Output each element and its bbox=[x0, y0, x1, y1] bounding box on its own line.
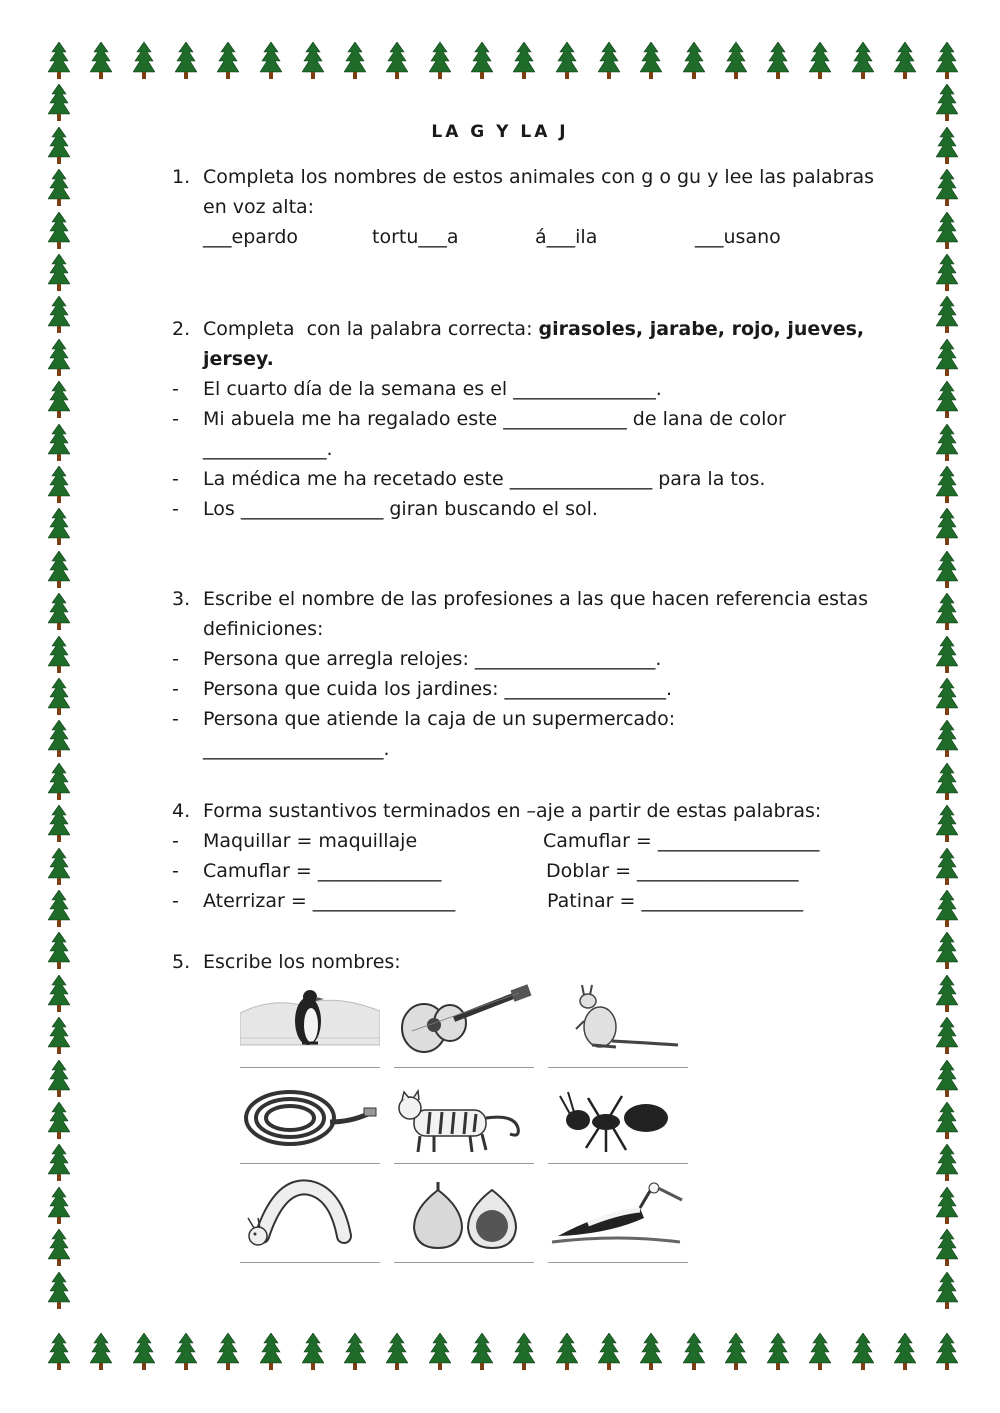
pine-tree-icon bbox=[302, 1333, 324, 1371]
pine-tree-icon bbox=[471, 1333, 493, 1371]
pine-tree-icon bbox=[48, 890, 70, 928]
fill-item: La médica me ha recetado este _______________ para la tos. bbox=[203, 468, 766, 490]
pine-tree-icon bbox=[936, 551, 958, 589]
pine-tree-icon bbox=[936, 1229, 958, 1267]
kangaroo-icon bbox=[548, 983, 688, 1063]
bullet-dash: - bbox=[172, 468, 179, 490]
pine-tree-icon bbox=[936, 339, 958, 377]
tiger-icon bbox=[394, 1082, 534, 1162]
bullet-dash: - bbox=[172, 378, 179, 400]
pine-tree-icon bbox=[302, 42, 324, 80]
question-text: Escribe los nombres: bbox=[203, 951, 401, 973]
fill-item: Persona que arregla relojes: ___________________. bbox=[203, 648, 662, 670]
question-number: 2. bbox=[172, 318, 191, 340]
question-number: 5. bbox=[172, 951, 191, 973]
pine-tree-icon bbox=[936, 466, 958, 504]
pine-tree-icon bbox=[936, 1017, 958, 1055]
pine-tree-icon bbox=[640, 42, 662, 80]
pine-tree-icon bbox=[936, 720, 958, 758]
pine-tree-icon bbox=[936, 890, 958, 928]
pine-tree-icon bbox=[48, 381, 70, 419]
question-text: Completa los nombres de estos animales con g o gu y lee las palabras bbox=[203, 166, 875, 188]
pine-tree-icon bbox=[936, 254, 958, 292]
word-blank: tortu___a bbox=[372, 226, 459, 248]
pine-tree-icon bbox=[48, 932, 70, 970]
pine-tree-icon bbox=[936, 975, 958, 1013]
pine-tree-icon bbox=[767, 1333, 789, 1371]
fill-item: Mi abuela me ha regalado este _____________ de lana de color bbox=[203, 408, 786, 430]
pine-tree-icon bbox=[513, 1333, 535, 1371]
pine-tree-icon bbox=[90, 42, 112, 80]
pine-tree-icon bbox=[936, 848, 958, 886]
fill-item: Persona que cuida los jardines: _________________. bbox=[203, 678, 673, 700]
pine-tree-icon bbox=[598, 42, 620, 80]
fill-item: El cuarto día de la semana es el _______________. bbox=[203, 378, 662, 400]
pine-tree-icon bbox=[48, 1060, 70, 1098]
pine-tree-icon bbox=[48, 551, 70, 589]
answer-line bbox=[394, 1163, 534, 1164]
guitar-icon bbox=[394, 983, 534, 1063]
fill-item: Persona que atiende la caja de un supermercado: bbox=[203, 708, 676, 730]
bullet-dash: - bbox=[172, 890, 179, 912]
pine-tree-icon bbox=[936, 508, 958, 546]
pine-tree-icon bbox=[936, 678, 958, 716]
word-pair: Maquillar = maquillaje bbox=[203, 830, 418, 852]
pine-tree-icon bbox=[48, 339, 70, 377]
pine-tree-icon bbox=[344, 1333, 366, 1371]
word-pair: Aterrizar = _______________ bbox=[203, 890, 456, 912]
pine-tree-icon bbox=[809, 1333, 831, 1371]
word-bank: jersey. bbox=[203, 348, 274, 370]
pine-tree-icon bbox=[852, 1333, 874, 1371]
pine-tree-icon bbox=[48, 84, 70, 122]
answer-line bbox=[394, 1262, 534, 1263]
word-pair: Camuflar = _____________ bbox=[203, 860, 442, 882]
answer-line bbox=[240, 1163, 380, 1164]
pine-tree-icon bbox=[48, 805, 70, 843]
pine-tree-icon bbox=[556, 42, 578, 80]
pine-tree-icon bbox=[936, 1144, 958, 1182]
answer-line bbox=[548, 1163, 688, 1164]
pine-tree-icon bbox=[48, 1187, 70, 1225]
question-number: 1. bbox=[172, 166, 191, 188]
pine-tree-icon bbox=[471, 42, 493, 80]
pine-tree-icon bbox=[48, 296, 70, 334]
pine-tree-icon bbox=[48, 975, 70, 1013]
pine-tree-icon bbox=[48, 848, 70, 886]
pine-tree-icon bbox=[936, 169, 958, 207]
pine-tree-icon bbox=[936, 805, 958, 843]
pine-tree-icon bbox=[48, 1229, 70, 1267]
pine-tree-icon bbox=[725, 42, 747, 80]
pine-tree-icon bbox=[936, 1060, 958, 1098]
word-bank: girasoles, jarabe, rojo, jueves, bbox=[538, 318, 865, 340]
pine-tree-icon bbox=[133, 42, 155, 80]
fill-item: Los _______________ giran buscando el sol. bbox=[203, 498, 598, 520]
pine-tree-icon bbox=[48, 254, 70, 292]
pine-tree-icon bbox=[936, 84, 958, 122]
word-pair: Patinar = _________________ bbox=[547, 890, 803, 912]
pine-tree-icon bbox=[725, 1333, 747, 1371]
penguin-icon bbox=[240, 983, 380, 1063]
bullet-dash: - bbox=[172, 678, 179, 700]
pine-tree-icon bbox=[936, 1187, 958, 1225]
pine-tree-icon bbox=[48, 720, 70, 758]
page-title: LA G Y LA J bbox=[431, 122, 569, 142]
pine-tree-icon bbox=[852, 42, 874, 80]
word-blank: ___usano bbox=[695, 226, 781, 248]
word-blank: ___epardo bbox=[203, 226, 299, 248]
bullet-dash: - bbox=[172, 408, 179, 430]
caterpillar-icon bbox=[240, 1178, 380, 1258]
pine-tree-icon bbox=[175, 1333, 197, 1371]
pine-tree-icon bbox=[513, 42, 535, 80]
pine-tree-icon bbox=[48, 424, 70, 462]
answer-line bbox=[394, 1067, 534, 1068]
pine-tree-icon bbox=[556, 1333, 578, 1371]
pine-tree-icon bbox=[175, 42, 197, 80]
pine-tree-icon bbox=[48, 678, 70, 716]
pine-tree-icon bbox=[683, 42, 705, 80]
pine-tree-icon bbox=[48, 593, 70, 631]
pine-tree-icon bbox=[936, 42, 958, 80]
pine-tree-icon bbox=[936, 1272, 958, 1310]
fig-icon bbox=[394, 1178, 534, 1258]
pine-tree-icon bbox=[48, 1333, 70, 1371]
pine-tree-icon bbox=[936, 424, 958, 462]
pine-tree-icon bbox=[429, 42, 451, 80]
pine-tree-icon bbox=[48, 1017, 70, 1055]
answer-line bbox=[548, 1262, 688, 1263]
word-pair: Camuflar = _________________ bbox=[543, 830, 820, 852]
pine-tree-icon bbox=[48, 466, 70, 504]
pine-tree-icon bbox=[936, 593, 958, 631]
pine-tree-icon bbox=[809, 42, 831, 80]
pine-tree-icon bbox=[48, 169, 70, 207]
question-text: Forma sustantivos terminados en –aje a partir de estas palabras: bbox=[203, 800, 822, 822]
question-number: 4. bbox=[172, 800, 191, 822]
pine-tree-icon bbox=[48, 212, 70, 250]
pine-tree-icon bbox=[936, 636, 958, 674]
question-text: en voz alta: bbox=[203, 196, 315, 218]
question-text bbox=[203, 314, 864, 344]
pine-tree-icon bbox=[48, 1102, 70, 1140]
pine-tree-icon bbox=[936, 932, 958, 970]
pine-tree-icon bbox=[894, 42, 916, 80]
pine-tree-icon bbox=[260, 1333, 282, 1371]
bullet-dash: - bbox=[172, 498, 179, 520]
bullet-dash: - bbox=[172, 830, 179, 852]
stork-icon bbox=[548, 1178, 688, 1258]
question-text: definiciones: bbox=[203, 618, 324, 640]
pine-tree-icon bbox=[640, 1333, 662, 1371]
fill-item: _____________. bbox=[203, 438, 333, 460]
ant-icon bbox=[548, 1082, 688, 1162]
pine-tree-icon bbox=[133, 1333, 155, 1371]
bullet-dash: - bbox=[172, 708, 179, 730]
pine-tree-icon bbox=[936, 212, 958, 250]
pine-tree-icon bbox=[936, 1333, 958, 1371]
question-text-prefix: Completa con la palabra correcta: bbox=[203, 318, 539, 340]
pine-tree-icon bbox=[48, 1144, 70, 1182]
hose-icon bbox=[240, 1082, 380, 1162]
question-number: 3. bbox=[172, 588, 191, 610]
bullet-dash: - bbox=[172, 860, 179, 882]
pine-tree-icon bbox=[598, 1333, 620, 1371]
pine-tree-icon bbox=[767, 42, 789, 80]
pine-tree-icon bbox=[217, 1333, 239, 1371]
pine-tree-icon bbox=[48, 636, 70, 674]
pine-tree-icon bbox=[48, 508, 70, 546]
pine-tree-icon bbox=[90, 1333, 112, 1371]
pine-tree-icon bbox=[683, 1333, 705, 1371]
word-pair: Doblar = _________________ bbox=[546, 860, 799, 882]
answer-line bbox=[240, 1262, 380, 1263]
word-blank: á___ila bbox=[535, 226, 598, 248]
pine-tree-icon bbox=[217, 42, 239, 80]
question-text: Escribe el nombre de las profesiones a las que hacen referencia estas bbox=[203, 588, 869, 610]
pine-tree-icon bbox=[936, 296, 958, 334]
pine-tree-icon bbox=[936, 381, 958, 419]
bullet-dash: - bbox=[172, 648, 179, 670]
pine-tree-icon bbox=[429, 1333, 451, 1371]
answer-line bbox=[240, 1067, 380, 1068]
pine-tree-icon bbox=[936, 763, 958, 801]
fill-item: ___________________. bbox=[203, 738, 390, 760]
pine-tree-icon bbox=[260, 42, 282, 80]
pine-tree-icon bbox=[48, 1272, 70, 1310]
pine-tree-icon bbox=[48, 42, 70, 80]
pine-tree-icon bbox=[386, 1333, 408, 1371]
answer-line bbox=[548, 1067, 688, 1068]
pine-tree-icon bbox=[48, 763, 70, 801]
pine-tree-icon bbox=[894, 1333, 916, 1371]
pine-tree-icon bbox=[344, 42, 366, 80]
pine-tree-icon bbox=[936, 1102, 958, 1140]
pine-tree-icon bbox=[386, 42, 408, 80]
